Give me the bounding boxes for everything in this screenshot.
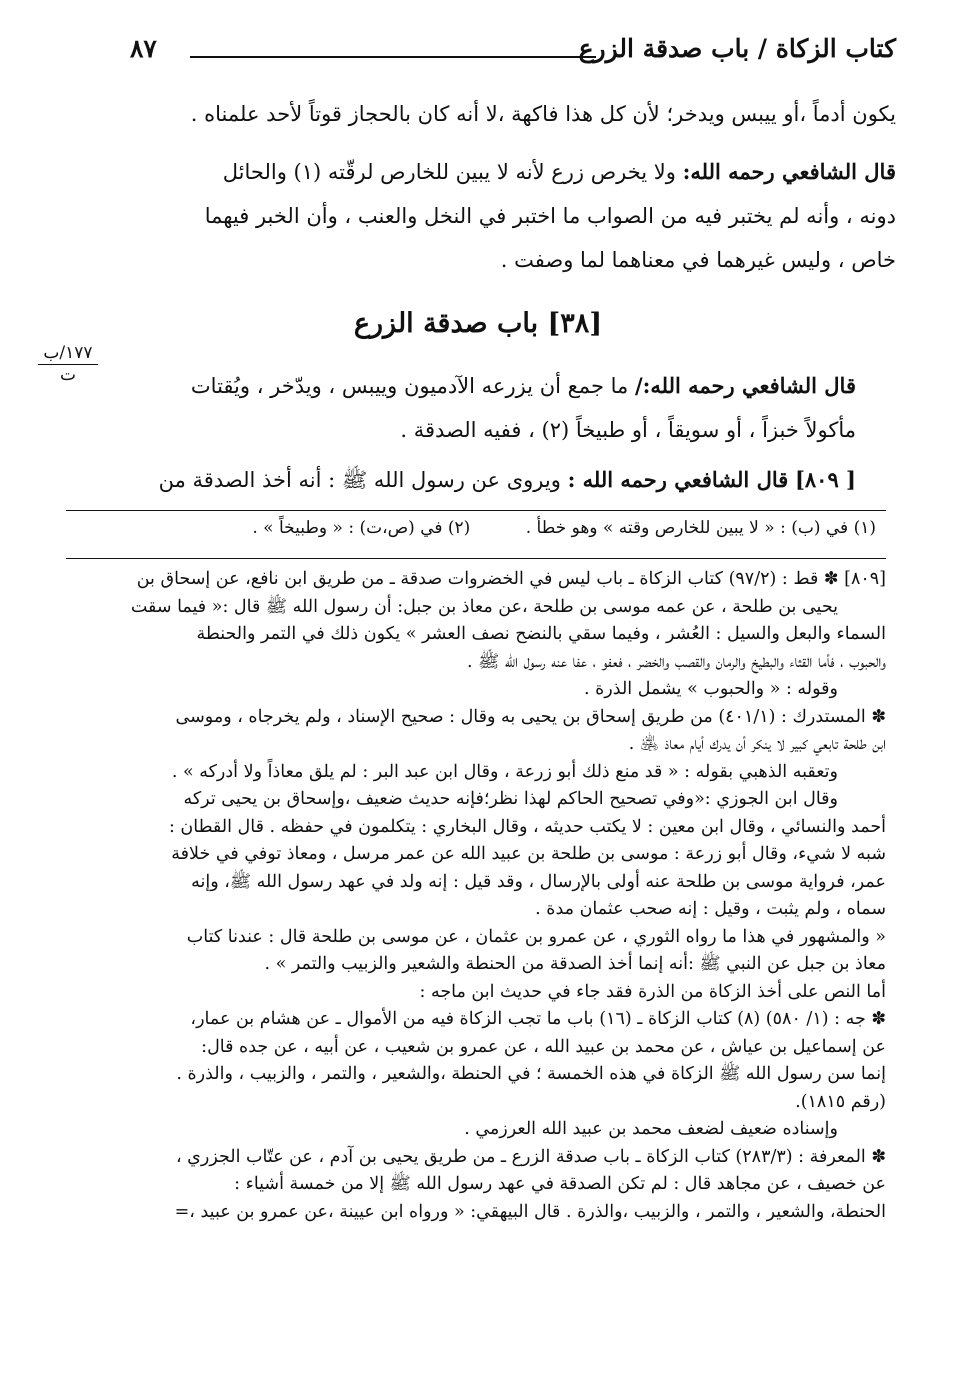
- takhrij-line: [٨٠٩] ✽ قط : (٩٧/٢) كتاب الزكاة ـ باب ليس في الخضروات صدقة ـ من طريق ابن نافع، عن إسحاق بن: [136, 569, 886, 589]
- footnote-1: (١) في (ب) : « لا يبين للخارص وقته » وهو خطأ .: [525, 518, 876, 538]
- takhrij-line: وتعقبه الذهبي بقوله : « قد منع ذلك أبو زرعة ، وقال ابن عبد البر : لم يلق معاذاً ولا أدركه » .: [171, 761, 838, 782]
- margin-note-folio: ١٧٧/ب: [38, 343, 98, 365]
- takhrij-line: ✽ المعرفة : (٢٨٣/٣) كتاب الزكاة ـ باب صدقة الزرع ـ من طريق يحيى بن آدم ، عن عتّاب الجزري ،: [175, 1146, 886, 1167]
- takhrij-line: أحمد والنسائي ، وقال ابن معين : لا يكتب حديثه ، وقال البخاري : يتكلمون في حفظه . قال القطان :: [168, 816, 886, 837]
- section-heading: [٣٨] باب صدقة الزرع: [353, 308, 603, 339]
- takhrij-line: عن خصيف ، عن مجاهد قال : لم تكن الصدقة في عهد رسول الله ﷺ إلا من خمسة أشياء :: [234, 1174, 886, 1194]
- takhrij-line: عن إسماعيل بن عياش ، عن محمد بن عبيد الله ، عن عمرو بن شعيب ، عن أبيه ، عن جده قال:: [201, 1036, 886, 1057]
- speaker-label: قال الشافعي رحمه الله :: [567, 467, 789, 492]
- takhrij-line: والحبوب ، فأما القثاء والبطيخ والرمان والقصب والخضر ، فعفو ، عفا عنه رسول الله ﷺ .: [467, 651, 886, 672]
- footnote-divider: [66, 510, 886, 511]
- header-rule: [190, 56, 596, 58]
- takhrij-line: يحيى بن طلحة ، عن عمه موسى بن طلحة ،عن معاذ بن جبل: أن رسول الله ﷺ قال :« فيما سقت: [130, 596, 838, 617]
- takhrij-line: ✽ المستدرك : (٤٠١/١) من طريق إسحاق بن يحيى به وقال : صحيح الإسناد ، ولم يخرجاه ، وموسى: [175, 706, 886, 727]
- margin-note: [38, 343, 98, 385]
- running-title: كتاب الزكاة / باب صدقة الزرع: [578, 34, 896, 63]
- text-line: ولا يخرص زرع لأنه لا يبين للخارص لرقّته (١) والحائل: [222, 160, 676, 184]
- takhrij-line: ابن طلحة تابعي كبير لا ينكر أن يدرك أيام معاذ ﵁ .: [628, 734, 886, 754]
- text-line: يكون أدماً ،أو ييبس ويدخر؛ لأن كل هذا فاكهة ،لا أنه كان بالحجاز قوتاً لأحد علمناه .: [190, 102, 896, 126]
- takhrij-line: « والمشهور في هذا ما رواه الثوري ، عن عمرو بن عثمان ، عن موسى بن طلحة قال : عندنا كتاب: [186, 926, 886, 947]
- running-header: [130, 34, 896, 74]
- takhrij-line: وإسناده ضعيف لضعف محمد بن عبيد الله العرزمي .: [464, 1119, 838, 1139]
- takhrij-line: وقال ابن الجوزي :«وفي تصحيح الحاكم لهذا نظر؛فإنه حديث ضعيف ،وإسحاق بن يحيى تركه: [183, 789, 838, 809]
- takhrij-line: السماء والبعل والسيل : العُشر ، وفيما سقي بالنضح نصف العشر » يكون ذلك في التمر والحنطة: [196, 624, 886, 644]
- takhrij-line: شبه لا شيء، وقال أبو زرعة : موسى بن طلحة بن عبيد الله عن عمر مرسل ، ومعاذ توفي في خلافة: [171, 844, 886, 864]
- footnote-2: (٢) في (ص،ت) : « وطبيخاً » .: [252, 518, 471, 538]
- takhrij-line: معاذ بن جبل عن النبي ﷺ :أنه إنما أخذ الصدقة من الحنطة والشعير والزبيب والتمر » .: [264, 954, 886, 974]
- speaker-label: قال الشافعي رحمه الله:: [682, 159, 896, 184]
- text-line: مأكولاً خبزاً ، أو سويقاً ، أو طبيخاً (٢) ، ففيه الصدقة .: [400, 418, 856, 442]
- takhrij-line: الحنطة، والشعير ، والتمر ، والزبيب ،والذرة . قال البيهقي: « ورواه ابن عيينة ،عن عمرو بن عبيد ،=: [174, 1201, 886, 1222]
- takhrij-line: (رقم ١٨١٥).: [795, 1091, 886, 1112]
- paragraph: [110, 364, 856, 408]
- footnotes: [150, 516, 876, 540]
- takhrij-line: عمر، فرواية موسى بن طلحة عنه أولى بالإرسال ، وقد قيل : إنه ولد في عهد رسول الله ﷺ، وإنه: [191, 871, 886, 892]
- speaker-label: قال الشافعي رحمه الله:/: [634, 373, 856, 398]
- text-line: ما جمع أن يزرعه الآدميون وييبس ، ويدّخر ، ويُقتات: [190, 374, 629, 398]
- main-text: [100, 92, 896, 282]
- text-line: دونه ، وأنه لم يختبر فيه من الصواب ما اختبر في النخل والعنب ، وأن الخبر فيهما: [204, 204, 896, 228]
- text-line: ويروى عن رسول الله ﷺ : أنه أخذ الصدقة من: [158, 468, 561, 492]
- text-line: خاص ، وليس غيرهما في معناهما لما وصفت .: [500, 248, 896, 272]
- paragraph: [110, 458, 856, 502]
- takhrij-divider: [66, 558, 886, 559]
- takhrij-line: أما النص على أخذ الزكاة من الذرة فقد جاء في حديث ابن ماجه :: [419, 981, 886, 1002]
- takhrij-line: وقوله : « والحبوب » يشمل الذرة .: [584, 679, 838, 699]
- takhrij-notes: [130, 566, 886, 1226]
- takhrij-line: سماه ، ولم يثبت ، وقيل : إنه صحب عثمان مدة .: [535, 899, 886, 919]
- takhrij-line: ✽ جه : (١/ ٥٨٠) (٨) كتاب الزكاة ـ (١٦) باب ما تجب الزكاة فيه من الأموال ـ عن هشام بن عمار،: [190, 1009, 886, 1029]
- margin-note-siglum: ت: [59, 365, 76, 385]
- paragraph: [100, 150, 896, 194]
- paragraph-number: [ ٨٠٩]: [794, 467, 856, 492]
- section-body: [110, 364, 856, 502]
- page-number: ٨٧: [130, 34, 157, 63]
- takhrij-line: إنما سن رسول الله ﷺ الزكاة في هذه الخمسة ؛ في الحنطة ،والشعير ، والتمر ، والزبيب ، والذرة .: [176, 1064, 886, 1084]
